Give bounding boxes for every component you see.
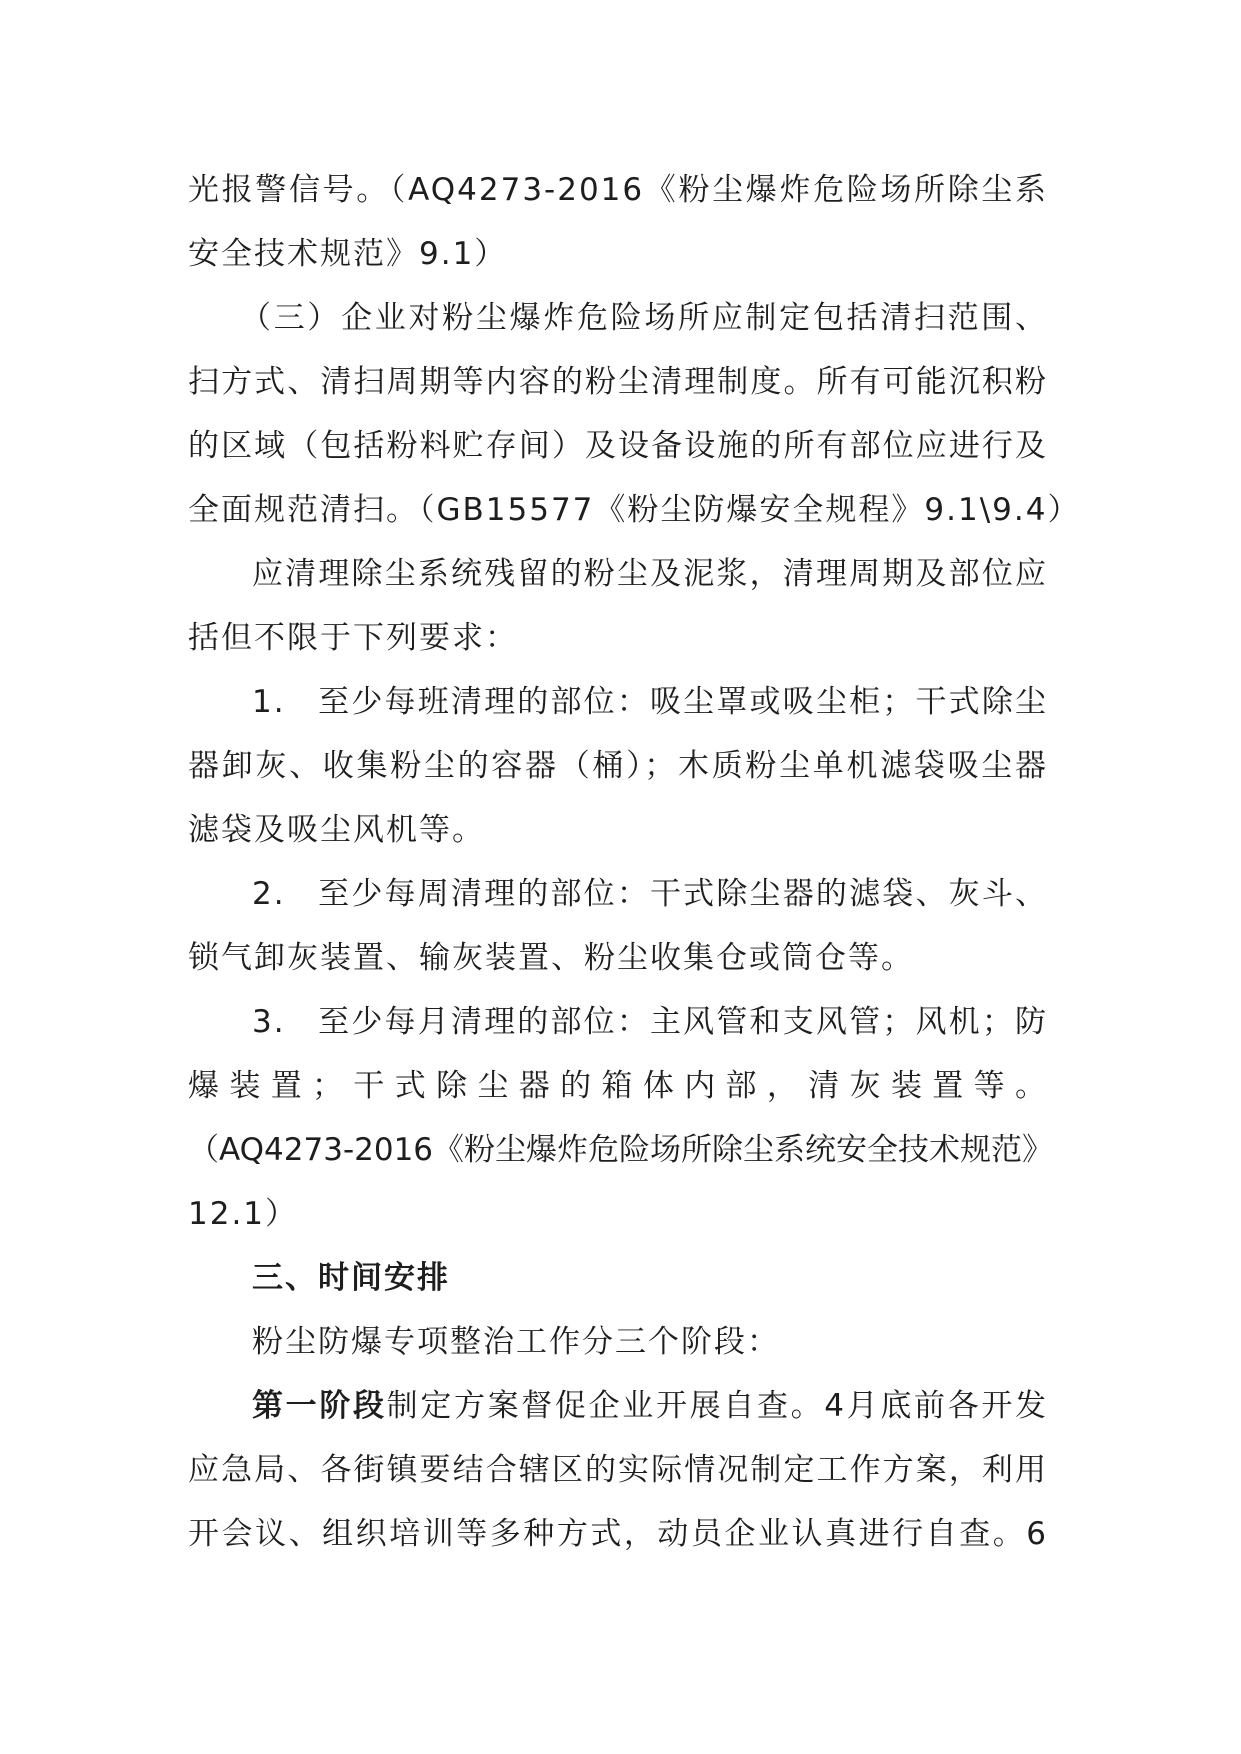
list-number: 2. — [252, 876, 286, 912]
paragraph-line: 的区域（包括粉料贮存间）及设备设施的所有部位应进行及 — [188, 428, 1048, 464]
paragraph-line: 应清理除尘系统残留的粉尘及泥浆，清理周期及部位应 — [252, 556, 1048, 592]
paragraph-line: 扫方式、清扫周期等内容的粉尘清理制度。所有可能沉积粉 — [188, 364, 1048, 400]
phase-label: 第一阶段 — [252, 1388, 387, 1424]
paragraph-line: 爆装置；干式除尘器的箱体内部，清灰装置等。 — [188, 1068, 1048, 1104]
paragraph-line: 12.1） — [188, 1196, 299, 1232]
paragraph-line: 光报警信号。（AQ4273-2016《粉尘爆炸危险场所除尘系 — [188, 172, 1048, 208]
paragraph-line: 全面规范清扫。（GB15577《粉尘防爆安全规程》9.1\9.4） — [188, 492, 1081, 528]
paragraph-line: 滤袋及吸尘风机等。 — [188, 812, 485, 848]
paragraph-line: （三）企业对粉尘爆炸危险场所应制定包括清扫范围、 — [240, 300, 1048, 336]
paragraph-line: 应急局、各街镇要结合辖区的实际情况制定工作方案，利用 — [188, 1452, 1048, 1488]
paragraph-line: 开会议、组织培训等多种方式，动员企业认真进行自查。6 — [188, 1516, 1048, 1552]
document-body — [188, 158, 1081, 1566]
list-item-1 — [188, 670, 1048, 734]
list-item-2 — [188, 862, 1048, 926]
list-item-3 — [188, 990, 1048, 1054]
phase-paragraph-line — [188, 1374, 1048, 1438]
paragraph-line: 锁气卸灰装置、输灰装置、粉尘收集仓或筒仓等。 — [188, 940, 914, 976]
paragraph-line: 括但不限于下列要求： — [188, 620, 518, 656]
paragraph-line: 粉尘防爆专项整治工作分三个阶段： — [252, 1324, 780, 1360]
list-item-text: 至少每月清理的部位：主风管和支风管；风机；防 — [318, 1004, 1048, 1040]
list-item-text: 至少每班清理的部位：吸尘罩或吸尘柜；干式除尘 — [318, 684, 1048, 720]
list-number: 3. — [252, 1004, 286, 1040]
paragraph-line: 安全技术规范》9.1） — [188, 236, 508, 272]
list-item-text: 至少每周清理的部位：干式除尘器的滤袋、灰斗、 — [318, 876, 1048, 912]
paragraph-line: 器卸灰、收集粉尘的容器（桶）；木质粉尘单机滤袋吸尘器 — [188, 748, 1048, 784]
phase-text: 制定方案督促企业开展自查。4月底前各开发 — [386, 1388, 1048, 1424]
paragraph-line: （AQ4273-2016《粉尘爆炸危险场所除尘系统安全技术规范》 — [188, 1132, 1054, 1168]
list-number: 1. — [252, 684, 286, 720]
section-heading: 三、时间安排 — [252, 1260, 450, 1296]
